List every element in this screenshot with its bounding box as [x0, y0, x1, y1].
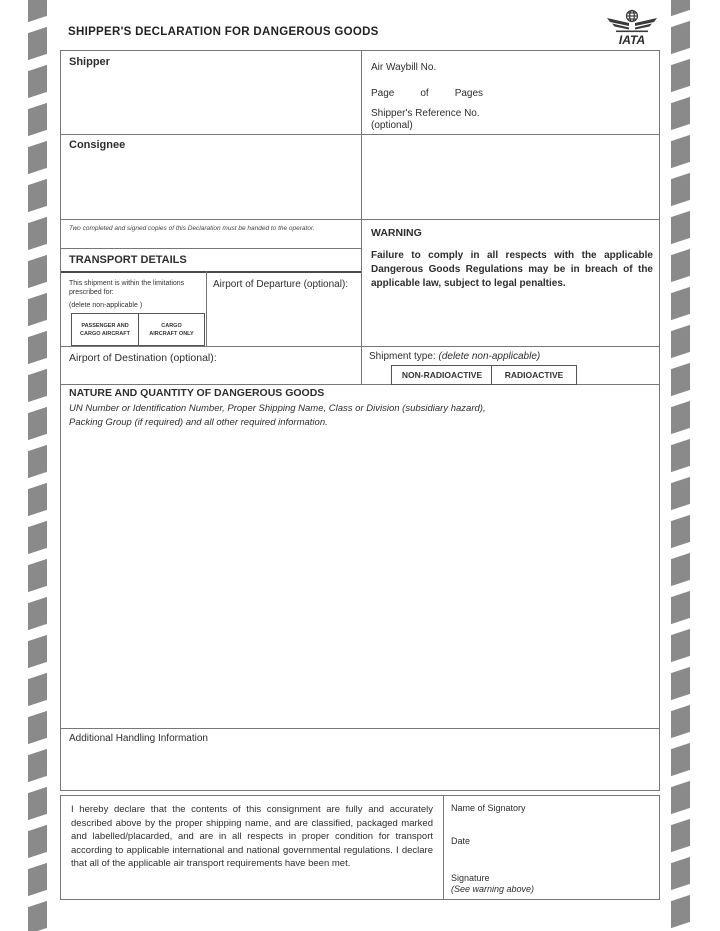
page-title: SHIPPER'S DECLARATION FOR DANGEROUS GOODS: [68, 26, 379, 38]
signature-field[interactable]: [551, 870, 658, 896]
delete-non-applicable-note: (delete non-applicable ): [69, 302, 143, 309]
airport-destination-label: Airport of Destination (optional):: [69, 352, 217, 364]
iata-logo-text: IATA: [618, 33, 646, 47]
row-divider-airports-shipment: [61, 346, 659, 347]
shippers-reference-optional: (optional): [371, 120, 413, 131]
border-stripe: [671, 363, 690, 396]
shipment-type-label: Shipment type:: [369, 351, 436, 362]
main-form-box: [60, 50, 660, 791]
border-stripe: [28, 103, 47, 136]
consignee-label: Consignee: [69, 139, 126, 151]
border-stripe: [671, 249, 690, 282]
airport-departure-label: Airport of Departure (optional):: [213, 279, 349, 290]
border-stripe: [28, 445, 47, 478]
wings-icon: [607, 18, 657, 32]
radioactive-label: RADIOACTIVE: [504, 370, 564, 380]
border-stripe: [28, 483, 47, 516]
pages-total-field[interactable]: [453, 84, 483, 100]
signature-note: (See warning above): [451, 884, 535, 894]
border-stripe: [28, 521, 47, 554]
border-stripe: [28, 559, 47, 592]
of-label: of: [420, 88, 429, 99]
border-stripe: [671, 401, 690, 434]
consignee-field[interactable]: [62, 155, 358, 218]
date-label: Date: [451, 836, 471, 846]
page-number-field[interactable]: [401, 84, 431, 100]
border-stripe: [671, 173, 690, 206]
globe-icon: [627, 11, 638, 22]
declaration-box: [60, 795, 660, 900]
cargo-aircraft-only-option[interactable]: [138, 313, 205, 346]
border-stripe: [671, 667, 690, 700]
passenger-cargo-line1: PASSENGER AND: [81, 322, 129, 329]
border-stripe: [28, 0, 47, 22]
pages-label: Pages: [454, 88, 484, 99]
name-of-signatory-field[interactable]: [444, 816, 658, 834]
border-stripe: [28, 787, 47, 820]
shipment-type-row: [369, 351, 540, 362]
additional-handling-label: Additional Handling Information: [69, 733, 208, 744]
airport-destination-field[interactable]: [241, 349, 359, 383]
border-stripe: [671, 0, 690, 16]
border-stripe: [28, 65, 47, 98]
airport-departure-field[interactable]: [207, 295, 360, 345]
reference-field[interactable]: [362, 135, 658, 218]
cargo-only-line2: AIRCRAFT ONLY: [149, 330, 194, 337]
page-label: Page: [371, 88, 395, 99]
border-stripe: [671, 135, 690, 168]
right-hatched-border: [671, 0, 691, 931]
signature-label: Signature: [451, 873, 490, 883]
border-stripe: [28, 217, 47, 250]
transport-title-underline: [61, 271, 361, 273]
border-stripe: [671, 515, 690, 548]
limitations-text: This shipment is within the limitations prescribed for:: [69, 280, 185, 296]
border-stripe: [28, 825, 47, 858]
border-stripe: [671, 781, 690, 814]
border-stripe: [28, 27, 47, 60]
non-radioactive-option[interactable]: [391, 365, 493, 385]
border-stripe: [28, 597, 47, 630]
transport-details-title: TRANSPORT DETAILS: [69, 254, 187, 266]
border-stripe: [671, 819, 690, 852]
row-divider-consignee-note: [61, 219, 659, 220]
operator-note: Two completed and signed copies of this Declaration must be handed to the operator.: [69, 225, 315, 232]
border-stripe: [671, 629, 690, 662]
border-stripe: [671, 705, 690, 738]
border-stripe: [28, 635, 47, 668]
border-stripe: [671, 591, 690, 624]
air-waybill-field[interactable]: [481, 56, 657, 78]
non-radioactive-label: NON-RADIOACTIVE: [401, 370, 483, 380]
shipment-type-delete-note: (delete non-applicable): [438, 351, 541, 362]
additional-handling-field[interactable]: [62, 747, 658, 789]
border-stripe: [28, 673, 47, 706]
row-divider-note-transport: [61, 248, 361, 249]
border-stripe: [671, 743, 690, 776]
nature-desc-line1: UN Number or Identification Number, Proper Shipping Name, Class or Division (subsidiary hazard),: [69, 403, 486, 414]
border-stripe: [28, 179, 47, 212]
cargo-only-line1: CARGO: [161, 322, 182, 329]
border-stripe: [671, 439, 690, 472]
border-stripe: [28, 255, 47, 288]
border-stripe: [28, 331, 47, 364]
name-of-signatory-label: Name of Signatory: [451, 803, 526, 813]
border-stripe: [671, 857, 690, 890]
border-stripe: [671, 477, 690, 510]
border-stripe: [28, 749, 47, 782]
iata-logo: [604, 8, 660, 48]
shippers-reference-label: Shipper's Reference No.: [371, 108, 480, 119]
border-stripe: [28, 901, 47, 931]
border-stripe: [28, 369, 47, 402]
border-stripe: [671, 211, 690, 244]
border-stripe: [28, 863, 47, 896]
warning-title: WARNING: [371, 227, 422, 239]
date-field[interactable]: [444, 849, 658, 867]
border-stripe: [671, 325, 690, 358]
border-stripe: [671, 895, 690, 928]
passenger-cargo-aircraft-option[interactable]: [71, 313, 139, 346]
border-stripe: [28, 711, 47, 744]
row-divider-additional-top: [61, 728, 659, 729]
border-stripe: [28, 407, 47, 440]
border-stripe: [671, 59, 690, 92]
warning-text: Failure to comply in all respects with the applicable Dangerous Goods Regulations may be in breach of the applicable law, subject to legal penalties.: [371, 250, 653, 289]
shipper-label: Shipper: [69, 56, 110, 68]
border-stripe: [671, 21, 690, 54]
air-waybill-label: Air Waybill No.: [371, 62, 437, 73]
border-stripe: [28, 141, 47, 174]
border-stripe: [28, 293, 47, 326]
border-stripe: [671, 553, 690, 586]
left-hatched-border: [28, 0, 48, 931]
declaration-divider: [443, 796, 444, 899]
passenger-cargo-line2: CARGO AIRCRAFT: [80, 330, 130, 337]
nature-goods-field[interactable]: [62, 433, 658, 727]
nature-desc-line2: Packing Group (if required) and all other required information.: [69, 417, 328, 428]
shipper-field[interactable]: [62, 71, 358, 133]
border-stripe: [671, 97, 690, 130]
nature-title: NATURE AND QUANTITY OF DANGEROUS GOODS: [69, 387, 325, 399]
radioactive-option[interactable]: [491, 365, 577, 385]
declaration-text: I hereby declare that the contents of this consignment are fully and accurately described above by the proper shipping name, and are classified, packaged marked and labelled/placarded, and are in all respects in proper condition for transport according to applicable international and national governmental regulations. I declare that all of the applicable air transport requirements have been met.: [71, 804, 433, 869]
border-stripe: [671, 287, 690, 320]
